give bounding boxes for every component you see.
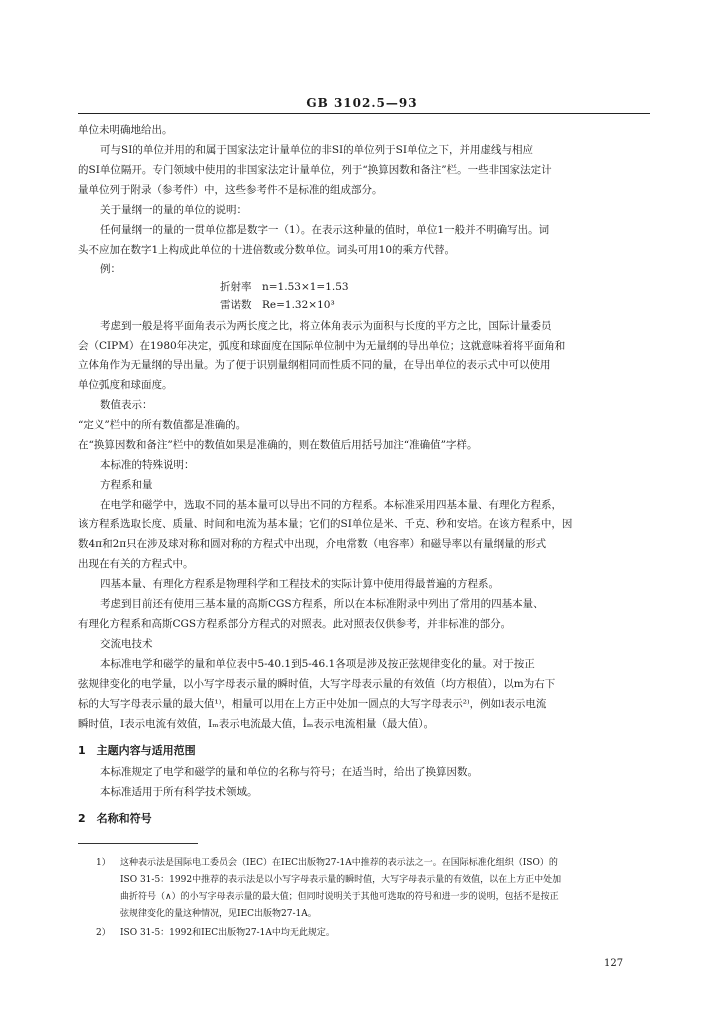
- body-line: 在电学和磁学中，选取不同的基本量可以导出不同的方程系。本标准采用四基本量、有理化方程系，: [100, 499, 562, 511]
- standard-code-header: GB 3102.5—93: [306, 96, 418, 110]
- body-line: 出现在有关的方程式中。: [78, 558, 194, 570]
- body-line: 数值表示：: [100, 399, 153, 411]
- body-line: 标的大写字母表示量的最大值¹⁾，相量可以用在上方正中处加一圆点的大写字母表示²⁾，例如i表示电流: [78, 698, 547, 710]
- footnote-1-line: 曲折符号（∧）的小写字母表示量的最大值；但同时说明关于其他可选取的符号和进一步的说明，包括不是按正: [120, 892, 559, 902]
- body-line: 该方程系选取长度、质量、时间和电流为基本量；它们的SI单位是米、千克、秒和安培。在该方程系中，因: [78, 518, 573, 530]
- section-2-heading: 2 名称和符号: [78, 812, 152, 825]
- body-line: 四基本量、有理化方程系是物理科学和工程技术的实际计算中使用得最普遍的方程系。: [100, 578, 499, 590]
- body-line: 本标准电学和磁学的量和单位表中5-40.1到5-46.1各项是涉及按正弦规律变化的量。对于按正: [100, 658, 535, 670]
- body-line: 本标准的特殊说明：: [100, 459, 195, 471]
- body-line: 任何量纲一的量的一贯单位都是数字一（1）。在表示这种量的值时，单位1一般并不明确写出。词: [100, 224, 550, 236]
- body-line: 的SI单位隔开。专门领域中使用的非国家法定计量单位，列于“换算因数和备注”栏。一些非国家法定计: [78, 164, 552, 176]
- body-line: 单位未明确地给出。: [78, 124, 173, 136]
- body-line: 量单位列于附录（参考件）中，这些参考件不是标准的组成部分。: [78, 184, 383, 196]
- body-line: 立体角作为无量纲的导出量。为了便于识别量纲相同而性质不同的量，在导出单位的表示式中可以使用: [78, 359, 551, 371]
- section-1-heading: 1 主题内容与适用范围: [78, 744, 196, 757]
- body-line: 可与SI的单位并用的和属于国家法定计量单位的非SI的单位列于SI单位之下，并用虚线与相应: [100, 144, 534, 156]
- subheading-equation-system: 方程系和量: [100, 479, 153, 491]
- section-1-paragraph: 本标准规定了电学和磁学的量和单位的名称与符号；在适当时，给出了换算因数。: [100, 766, 478, 778]
- body-line: 头不应加在数字1上构成此单位的十进倍数或分数单位。词头可用10的乘方代替。: [78, 244, 456, 256]
- body-line: 弦规律变化的电学量，以小写字母表示量的瞬时值，大写字母表示量的有效值（均方根值），以m为右下: [78, 678, 556, 690]
- page-number: 127: [604, 958, 624, 969]
- footnote-2-line: ISO 31-5：1992和IEC出版物27-1A中均无此规定。: [120, 928, 335, 938]
- body-line: 在“换算因数和备注”栏中的数值如果是准确的，则在数值后用括号加注“准确值”字样。: [78, 439, 478, 451]
- body-line: 考虑到一般是将平面角表示为两长度之比，将立体角表示为面积与长度的平方之比，国际计量委员: [100, 320, 552, 332]
- formula-refractive-index: 折射率 n=1.53×1=1.53: [220, 281, 349, 293]
- body-line: 有理化方程系和高斯CGS方程系部分方程式的对照表。此对照表仅供参考，并非标准的部分。: [78, 618, 512, 630]
- footnote-1-line: ISO 31-5：1992中推荐的表示法是以小写字母表示量的瞬时值，大写字母表示量的有效值，以在上方正中处加: [120, 875, 562, 885]
- body-line: 会（CIPM）在1980年决定，弧度和球面度在国际单位制中为无量纲的导出单位；这就意味着将平面角和: [78, 340, 566, 352]
- footnote-rule: [78, 843, 198, 844]
- section-1-paragraph: 本标准适用于所有科学技术领域。: [100, 786, 258, 798]
- body-line: 考虑到目前还有使用三基本量的高斯CGS方程系，所以在本标准附录中列出了常用的四基本量、: [100, 598, 544, 610]
- body-line: 关于量纲一的量的单位的说明：: [100, 204, 247, 216]
- body-line: 数4π和2π只在涉及球对称和圆对称的方程式中出现，介电常数（电容率）和磁导率以有量纲量的形式: [78, 538, 547, 550]
- footnote-2-mark: 2）: [96, 928, 111, 938]
- body-line: 瞬时值，I表示电流有效值，Iₘ表示电流最大值，İₘ表示电流相量（最大值）。: [78, 718, 435, 730]
- header-rule: [78, 113, 650, 114]
- footnote-1-mark: 1）: [96, 858, 111, 868]
- footnote-1-line: 这种表示法是国际电工委员会（IEC）在IEC出版物27-1A中推荐的表示法之一。在国际标准化组织（ISO）的: [120, 858, 558, 868]
- formula-reynolds-number: 雷诺数 Re=1.32×10³: [220, 299, 335, 311]
- body-line: “定义”栏中的所有数值都是准确的。: [78, 419, 247, 431]
- footnote-1-line: 弦规律变化的量这种情况，见IEC出版物27-1A。: [120, 909, 317, 919]
- body-line: 例：: [100, 263, 121, 275]
- subheading-ac-technology: 交流电技术: [100, 638, 153, 650]
- body-line: 单位弧度和球面度。: [78, 379, 173, 391]
